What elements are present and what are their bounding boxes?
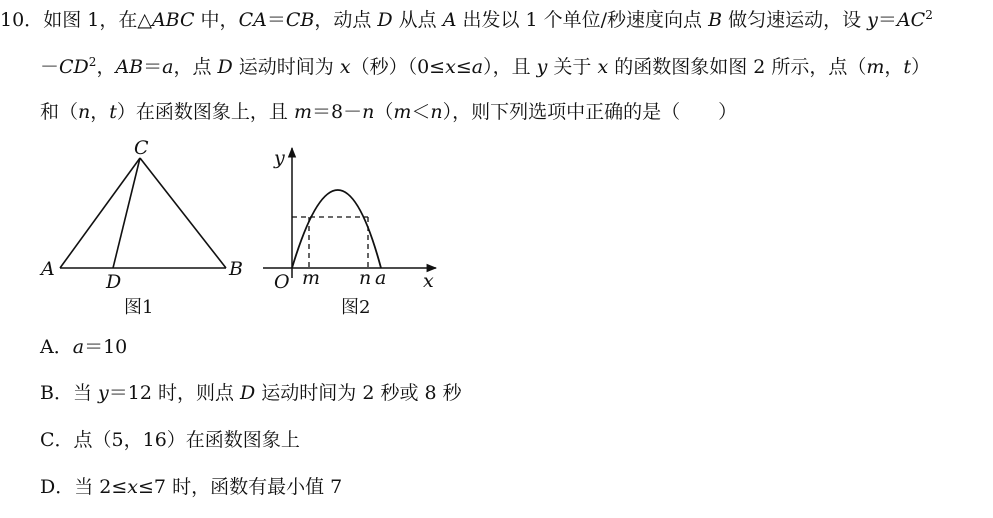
text-run: 和（ bbox=[40, 101, 79, 123]
text-run: 从点 bbox=[392, 9, 443, 31]
math-variable: AB bbox=[115, 56, 144, 78]
label-n: n bbox=[359, 267, 372, 289]
text-run: （秒）（0≤ bbox=[350, 56, 446, 78]
text-run: 出发以 1 个单位/秒速度向点 bbox=[456, 9, 709, 31]
math-variable: CB bbox=[285, 9, 315, 31]
text-run: ），则下列选项中正确的是（ ） bbox=[442, 101, 738, 123]
math-variable: AC bbox=[896, 9, 926, 31]
math-variable: D bbox=[377, 9, 393, 31]
math-variable: B bbox=[708, 9, 723, 31]
text-run: ）在函数图象上，且 bbox=[116, 101, 294, 123]
label-a-axis: a bbox=[375, 267, 387, 289]
math-variable: a bbox=[471, 56, 484, 78]
text-run: 如图 1，在△ bbox=[43, 9, 152, 31]
text-run: － bbox=[40, 56, 60, 78]
text-run: （ bbox=[374, 101, 394, 123]
text-run: 中， bbox=[194, 9, 239, 31]
math-variable: y bbox=[867, 9, 878, 31]
text-run: ＝8－ bbox=[312, 101, 363, 123]
text-run: ， bbox=[884, 56, 904, 78]
math-variable: D bbox=[217, 56, 233, 78]
math-variable: A bbox=[442, 9, 457, 31]
text-run: ， bbox=[96, 56, 116, 78]
text-run: 运动时间为 bbox=[232, 56, 340, 78]
option-a-key: A． bbox=[40, 336, 73, 358]
math-variable: t bbox=[109, 101, 117, 123]
option-c-text bbox=[74, 429, 300, 451]
math-variable: D bbox=[240, 382, 256, 404]
text-run: 运动时间为 2 秒或 8 秒 bbox=[255, 382, 462, 404]
math-variable: a bbox=[72, 336, 85, 358]
math-variable: m bbox=[293, 101, 312, 123]
option-b-text bbox=[73, 382, 462, 404]
math-variable: y bbox=[98, 382, 109, 404]
text-run: ≤7 时，函数有最小值 7 bbox=[138, 476, 343, 498]
label-d: D bbox=[106, 271, 122, 293]
text-run: ， bbox=[90, 101, 110, 123]
math-variable: x bbox=[597, 56, 609, 78]
text-run: 的函数图象如图 2 所示，点（ bbox=[608, 56, 867, 78]
question-number: 10． bbox=[0, 9, 44, 31]
text-run: 点（5，16）在函数图象上 bbox=[73, 429, 300, 451]
math-variable: n bbox=[430, 101, 443, 123]
figure-2-caption: 图2 bbox=[341, 297, 371, 318]
text-run: ），且 bbox=[483, 56, 537, 78]
label-x: x bbox=[423, 270, 434, 292]
text-run: ≤ bbox=[455, 56, 472, 78]
option-b[interactable] bbox=[40, 380, 462, 406]
math-variable: x bbox=[445, 56, 456, 78]
text-run: 当 bbox=[72, 382, 99, 404]
math-variable: CA bbox=[238, 9, 267, 31]
math-variable: t bbox=[903, 56, 912, 78]
option-d-key: D． bbox=[40, 476, 75, 498]
option-d-text bbox=[74, 476, 342, 498]
text-run: 关于 bbox=[547, 56, 598, 78]
math-variable: x bbox=[127, 476, 139, 498]
superscript: 2 bbox=[925, 8, 933, 22]
text-run: ，点 bbox=[173, 56, 218, 78]
math-variable: a bbox=[162, 56, 174, 78]
math-variable: m bbox=[393, 101, 412, 123]
text-run: ＝ bbox=[266, 9, 286, 31]
option-b-key: B． bbox=[40, 382, 73, 404]
text-run: ＝10 bbox=[84, 336, 128, 358]
math-variable: m bbox=[866, 56, 885, 78]
label-c: C bbox=[134, 137, 149, 159]
option-c-key: C． bbox=[40, 429, 74, 451]
label-m: m bbox=[302, 267, 321, 289]
text-run: ，动点 bbox=[314, 9, 378, 31]
figure-1-caption: 图1 bbox=[124, 297, 154, 318]
option-a-text bbox=[73, 336, 128, 358]
label-a: A bbox=[41, 258, 55, 280]
text-run: ＝12 时，则点 bbox=[108, 382, 241, 404]
math-variable: ABC bbox=[151, 9, 195, 31]
label-b: B bbox=[229, 258, 243, 280]
math-variable: y bbox=[536, 56, 548, 78]
option-d[interactable] bbox=[40, 474, 342, 500]
label-origin: O bbox=[274, 271, 290, 293]
superscript: 2 bbox=[88, 55, 97, 69]
text-run: ） bbox=[911, 56, 931, 78]
option-c[interactable] bbox=[40, 427, 300, 453]
math-variable: x bbox=[339, 56, 351, 78]
math-variable: n bbox=[78, 101, 91, 123]
text-run: ＝ bbox=[877, 9, 897, 31]
label-y: y bbox=[274, 147, 285, 169]
text-run: 做匀速运动，设 bbox=[722, 9, 868, 31]
math-variable: n bbox=[362, 101, 375, 123]
text-run: 当 2≤ bbox=[74, 476, 128, 498]
option-a[interactable] bbox=[40, 334, 127, 360]
text-run: ＝ bbox=[143, 56, 163, 78]
text-run: ＜ bbox=[411, 101, 431, 123]
math-variable: CD bbox=[59, 56, 89, 78]
